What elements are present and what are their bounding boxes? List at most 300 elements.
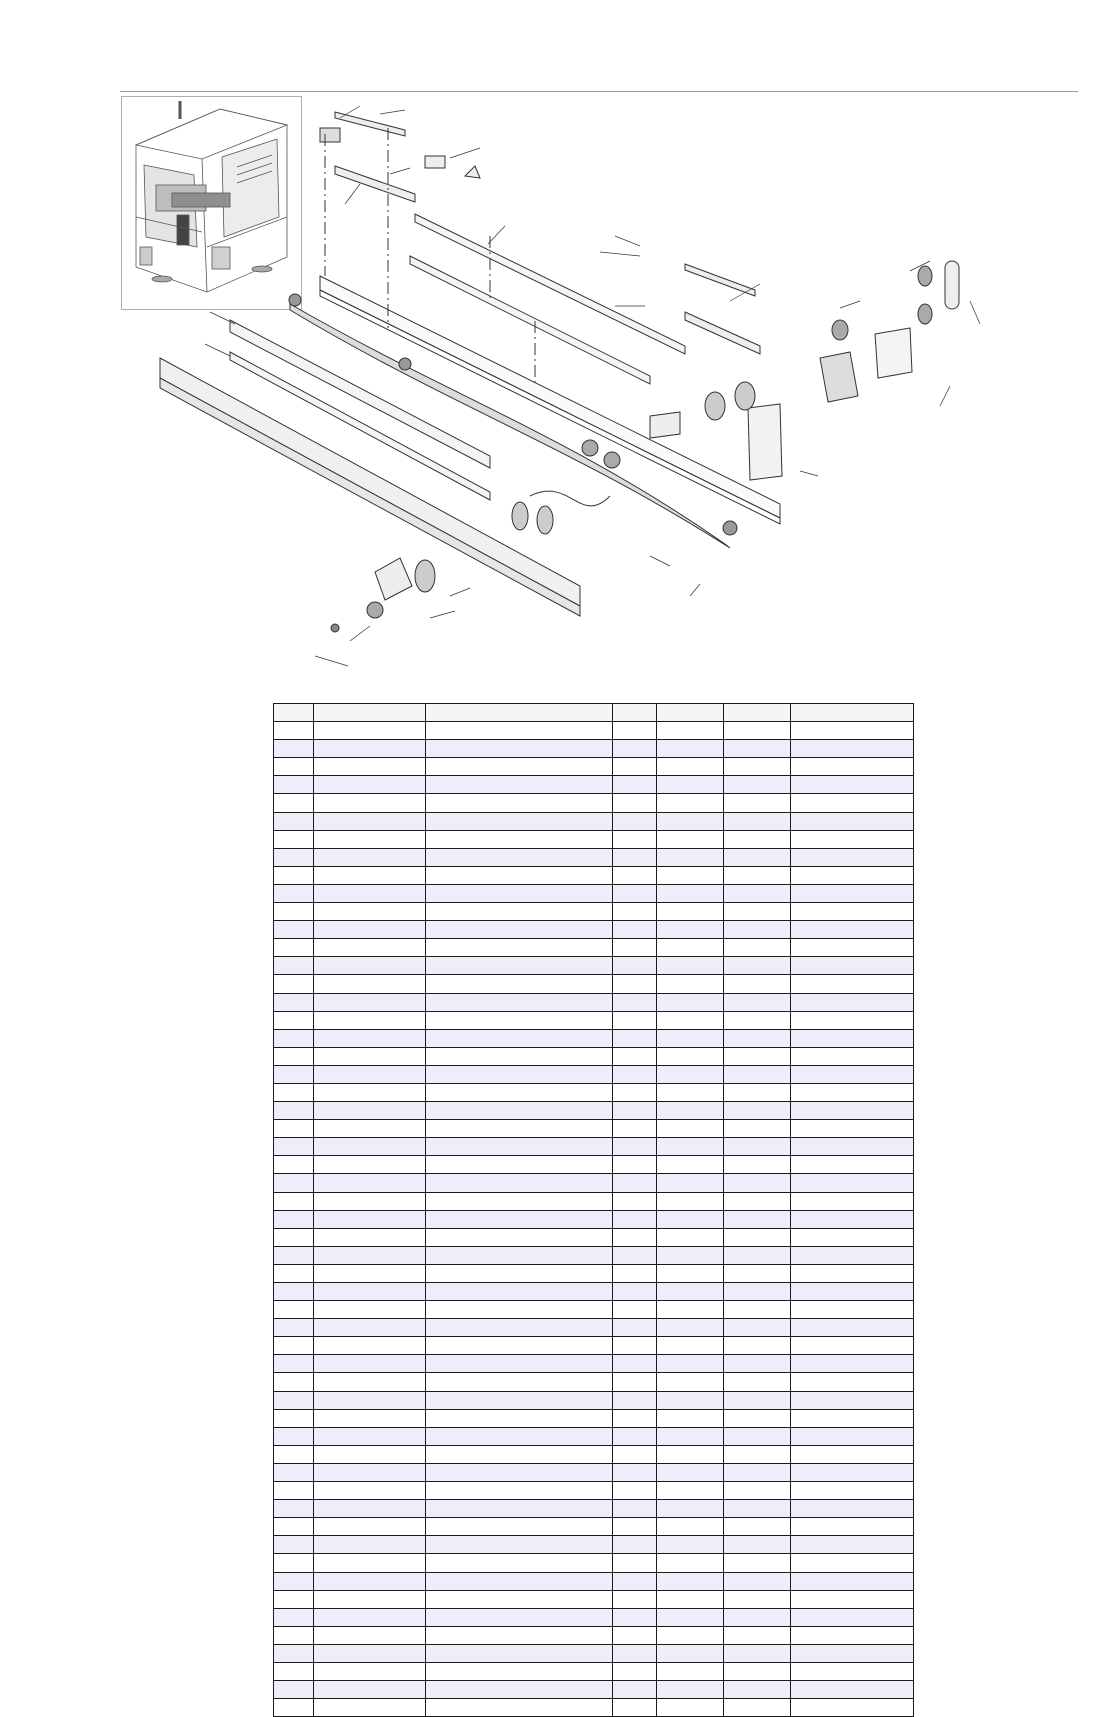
table-cell	[657, 830, 724, 848]
table-cell	[724, 1500, 791, 1518]
table-cell	[613, 1264, 657, 1282]
table-cell	[791, 1174, 914, 1192]
table-cell	[314, 1319, 426, 1337]
table-cell	[791, 1301, 914, 1319]
table-cell	[274, 1138, 314, 1156]
table-cell	[724, 1355, 791, 1373]
table-cell	[657, 1373, 724, 1391]
table-cell	[426, 1337, 613, 1355]
table-cell	[426, 1228, 613, 1246]
table-cell	[274, 957, 314, 975]
table-cell	[791, 1662, 914, 1680]
table-row	[274, 1590, 914, 1608]
table-cell	[314, 1174, 426, 1192]
table-cell	[274, 1518, 314, 1536]
table-cell	[724, 1626, 791, 1644]
table-row	[274, 921, 914, 939]
table-cell	[657, 1662, 724, 1680]
table-cell	[657, 975, 724, 993]
table-cell	[657, 1337, 724, 1355]
table-cell	[724, 1608, 791, 1626]
table-cell	[724, 1337, 791, 1355]
table-cell	[426, 1319, 613, 1337]
table-cell	[657, 1192, 724, 1210]
table-cell	[724, 1047, 791, 1065]
table-cell	[613, 1210, 657, 1228]
table-cell	[613, 1047, 657, 1065]
table-cell	[724, 1572, 791, 1590]
table-cell	[724, 1301, 791, 1319]
table-row	[274, 1391, 914, 1409]
table-row	[274, 1264, 914, 1282]
table-cell	[724, 1246, 791, 1264]
table-row	[274, 1246, 914, 1264]
table-cell	[426, 1047, 613, 1065]
table-cell	[274, 1301, 314, 1319]
table-cell	[657, 1210, 724, 1228]
table-cell	[657, 884, 724, 902]
table-cell	[724, 1482, 791, 1500]
table-cell	[613, 1138, 657, 1156]
table-cell	[724, 1644, 791, 1662]
table-cell	[657, 1518, 724, 1536]
table-cell	[791, 1228, 914, 1246]
table-cell	[657, 1065, 724, 1083]
table-cell	[657, 1156, 724, 1174]
table-cell	[314, 921, 426, 939]
conveyor-assembly-icon	[150, 96, 1090, 686]
table-cell	[426, 1644, 613, 1662]
table-cell	[657, 812, 724, 830]
table-cell	[724, 812, 791, 830]
table-cell	[724, 1699, 791, 1717]
table-cell	[274, 1246, 314, 1264]
table-cell	[314, 1337, 426, 1355]
table-cell	[613, 1554, 657, 1572]
table-cell	[791, 1391, 914, 1409]
table-cell	[791, 1572, 914, 1590]
table-cell	[791, 957, 914, 975]
table-cell	[426, 1011, 613, 1029]
table-cell	[613, 1699, 657, 1717]
table-cell	[791, 740, 914, 758]
table-cell	[274, 1174, 314, 1192]
table-cell	[274, 1554, 314, 1572]
table-cell	[426, 794, 613, 812]
table-row	[274, 1463, 914, 1481]
table-cell	[724, 1102, 791, 1120]
table-cell	[613, 1427, 657, 1445]
table-cell	[724, 903, 791, 921]
table-cell	[274, 776, 314, 794]
table-cell	[613, 1518, 657, 1536]
table-cell	[613, 812, 657, 830]
table-cell	[657, 866, 724, 884]
table-row	[274, 939, 914, 957]
table-cell	[724, 1445, 791, 1463]
table-cell	[613, 1174, 657, 1192]
table-cell	[613, 1463, 657, 1481]
table-cell	[314, 957, 426, 975]
table-cell	[314, 1463, 426, 1481]
table-cell	[613, 903, 657, 921]
table-cell	[791, 1644, 914, 1662]
table-cell	[274, 1083, 314, 1101]
table-cell	[613, 1156, 657, 1174]
table-cell	[426, 1626, 613, 1644]
table-cell	[426, 957, 613, 975]
table-cell	[426, 1264, 613, 1282]
table-row	[274, 957, 914, 975]
table-cell	[274, 1156, 314, 1174]
table-cell	[314, 758, 426, 776]
table-row	[274, 1011, 914, 1029]
table-cell	[791, 1373, 914, 1391]
table-cell	[657, 1029, 724, 1047]
table-row	[274, 1409, 914, 1427]
table-cell	[314, 1644, 426, 1662]
table-cell	[426, 1156, 613, 1174]
table-cell	[274, 993, 314, 1011]
table-cell	[426, 1083, 613, 1101]
table-row	[274, 1500, 914, 1518]
table-cell	[314, 1065, 426, 1083]
table-cell	[426, 722, 613, 740]
table-cell	[426, 1391, 613, 1409]
table-cell	[613, 1500, 657, 1518]
table-cell	[791, 1626, 914, 1644]
column-header	[426, 704, 613, 722]
table-cell	[426, 1138, 613, 1156]
table-row	[274, 1102, 914, 1120]
table-cell	[657, 1681, 724, 1699]
table-cell	[314, 1373, 426, 1391]
table-cell	[724, 1065, 791, 1083]
table-cell	[613, 1319, 657, 1337]
table-row	[274, 866, 914, 884]
table-cell	[426, 1120, 613, 1138]
table-cell	[724, 1083, 791, 1101]
table-cell	[613, 1120, 657, 1138]
table-cell	[426, 1355, 613, 1373]
table-cell	[426, 866, 613, 884]
table-cell	[657, 1083, 724, 1101]
table-cell	[791, 848, 914, 866]
table-cell	[426, 1536, 613, 1554]
table-cell	[657, 1102, 724, 1120]
table-cell	[724, 884, 791, 902]
table-cell	[613, 1373, 657, 1391]
table-cell	[426, 1482, 613, 1500]
table-cell	[724, 1409, 791, 1427]
table-row	[274, 993, 914, 1011]
table-cell	[657, 921, 724, 939]
table-cell	[613, 1626, 657, 1644]
table-cell	[274, 1029, 314, 1047]
table-cell	[657, 1283, 724, 1301]
table-cell	[657, 1246, 724, 1264]
table-row	[274, 1644, 914, 1662]
table-cell	[613, 1065, 657, 1083]
table-row	[274, 848, 914, 866]
table-cell	[791, 1699, 914, 1717]
table-cell	[274, 1644, 314, 1662]
table-row	[274, 903, 914, 921]
table-row	[274, 1174, 914, 1192]
table-cell	[314, 975, 426, 993]
table-cell	[791, 884, 914, 902]
table-cell	[613, 939, 657, 957]
table-cell	[274, 794, 314, 812]
table-cell	[426, 1463, 613, 1481]
table-cell	[791, 1138, 914, 1156]
table-cell	[314, 884, 426, 902]
table-row	[274, 758, 914, 776]
table-cell	[724, 1463, 791, 1481]
table-cell	[724, 1210, 791, 1228]
table-cell	[724, 794, 791, 812]
table-row	[274, 740, 914, 758]
table-cell	[314, 1699, 426, 1717]
table-cell	[724, 1536, 791, 1554]
table-cell	[314, 1482, 426, 1500]
table-cell	[791, 776, 914, 794]
table-cell	[613, 1029, 657, 1047]
table-cell	[613, 1228, 657, 1246]
table-cell	[426, 1210, 613, 1228]
table-cell	[613, 740, 657, 758]
table-cell	[426, 1445, 613, 1463]
table-cell	[791, 1355, 914, 1373]
table-cell	[314, 1427, 426, 1445]
table-cell	[791, 993, 914, 1011]
table-cell	[274, 975, 314, 993]
table-cell	[274, 1210, 314, 1228]
table-cell	[274, 1681, 314, 1699]
table-cell	[314, 903, 426, 921]
table-cell	[426, 1373, 613, 1391]
table-cell	[426, 1029, 613, 1047]
parts-list-body	[274, 722, 914, 1717]
table-cell	[791, 1192, 914, 1210]
table-cell	[426, 921, 613, 939]
table-cell	[426, 740, 613, 758]
table-cell	[314, 1662, 426, 1680]
table-cell	[274, 722, 314, 740]
table-cell	[274, 1373, 314, 1391]
table-cell	[426, 1301, 613, 1319]
table-cell	[426, 1699, 613, 1717]
table-cell	[657, 1047, 724, 1065]
column-header	[314, 704, 426, 722]
table-cell	[274, 758, 314, 776]
table-cell	[657, 939, 724, 957]
table-cell	[426, 1608, 613, 1626]
table-cell	[274, 1662, 314, 1680]
table-cell	[426, 975, 613, 993]
table-cell	[657, 1355, 724, 1373]
table-cell	[791, 1427, 914, 1445]
table-cell	[274, 884, 314, 902]
table-cell	[314, 1246, 426, 1264]
table-cell	[613, 993, 657, 1011]
table-cell	[657, 1138, 724, 1156]
table-cell	[657, 1554, 724, 1572]
table-cell	[274, 1264, 314, 1282]
table-cell	[657, 1536, 724, 1554]
table-cell	[724, 1319, 791, 1337]
table-cell	[791, 812, 914, 830]
table-cell	[791, 1210, 914, 1228]
table-row	[274, 1301, 914, 1319]
table-cell	[613, 1102, 657, 1120]
table-cell	[657, 1626, 724, 1644]
table-row	[274, 1518, 914, 1536]
exploded-view-drawing	[150, 96, 1090, 686]
table-cell	[426, 1065, 613, 1083]
table-cell	[314, 794, 426, 812]
table-cell	[657, 1301, 724, 1319]
table-row	[274, 1482, 914, 1500]
table-cell	[613, 1192, 657, 1210]
table-cell	[791, 1608, 914, 1626]
table-cell	[426, 1174, 613, 1192]
table-cell	[791, 1337, 914, 1355]
table-cell	[724, 722, 791, 740]
column-header	[724, 704, 791, 722]
table-cell	[274, 1500, 314, 1518]
table-row	[274, 1283, 914, 1301]
table-cell	[274, 1699, 314, 1717]
table-cell	[657, 1391, 724, 1409]
table-cell	[426, 903, 613, 921]
table-cell	[657, 1590, 724, 1608]
table-cell	[314, 1500, 426, 1518]
table-cell	[274, 1536, 314, 1554]
table-cell	[613, 1482, 657, 1500]
table-cell	[724, 975, 791, 993]
table-cell	[426, 776, 613, 794]
table-cell	[613, 758, 657, 776]
table-cell	[274, 1337, 314, 1355]
table-cell	[613, 957, 657, 975]
table-cell	[724, 1029, 791, 1047]
table-cell	[791, 866, 914, 884]
table-cell	[314, 1120, 426, 1138]
table-row	[274, 812, 914, 830]
table-cell	[426, 1662, 613, 1680]
table-cell	[274, 1626, 314, 1644]
table-cell	[314, 1554, 426, 1572]
table-row	[274, 776, 914, 794]
table-cell	[657, 1011, 724, 1029]
table-cell	[426, 1102, 613, 1120]
table-row	[274, 1662, 914, 1680]
table-cell	[274, 939, 314, 957]
table-cell	[426, 884, 613, 902]
table-cell	[314, 1536, 426, 1554]
table-cell	[791, 1011, 914, 1029]
table-cell	[724, 993, 791, 1011]
table-cell	[613, 1011, 657, 1029]
table-row	[274, 1699, 914, 1717]
table-cell	[613, 1301, 657, 1319]
table-cell	[613, 884, 657, 902]
table-cell	[613, 722, 657, 740]
table-cell	[613, 1246, 657, 1264]
table-cell	[314, 1590, 426, 1608]
table-cell	[724, 830, 791, 848]
table-cell	[791, 1029, 914, 1047]
table-cell	[724, 1283, 791, 1301]
table-cell	[426, 993, 613, 1011]
table-cell	[657, 1608, 724, 1626]
table-cell	[724, 1156, 791, 1174]
table-cell	[314, 1445, 426, 1463]
table-cell	[791, 1681, 914, 1699]
table-cell	[613, 848, 657, 866]
table-cell	[274, 1572, 314, 1590]
table-cell	[724, 957, 791, 975]
table-cell	[791, 830, 914, 848]
table-cell	[314, 848, 426, 866]
table-row	[274, 1138, 914, 1156]
table-cell	[657, 1482, 724, 1500]
table-cell	[314, 830, 426, 848]
table-cell	[613, 1409, 657, 1427]
table-cell	[426, 1192, 613, 1210]
table-row	[274, 830, 914, 848]
table-cell	[657, 1319, 724, 1337]
table-cell	[791, 758, 914, 776]
table-row	[274, 1192, 914, 1210]
table-cell	[724, 848, 791, 866]
table-row	[274, 794, 914, 812]
table-row	[274, 1156, 914, 1174]
table-cell	[426, 758, 613, 776]
table-cell	[613, 1644, 657, 1662]
table-cell	[314, 1283, 426, 1301]
table-cell	[274, 866, 314, 884]
table-cell	[613, 975, 657, 993]
table-cell	[613, 1572, 657, 1590]
table-cell	[314, 1264, 426, 1282]
parts-list-table	[273, 703, 914, 1717]
table-row	[274, 1228, 914, 1246]
table-cell	[724, 740, 791, 758]
table-cell	[657, 1427, 724, 1445]
table-cell	[426, 1518, 613, 1536]
table-cell	[791, 1065, 914, 1083]
table-cell	[274, 1192, 314, 1210]
column-header	[791, 704, 914, 722]
table-cell	[657, 776, 724, 794]
table-row	[274, 1355, 914, 1373]
table-cell	[426, 1283, 613, 1301]
table-cell	[314, 722, 426, 740]
table-cell	[274, 1427, 314, 1445]
column-header	[613, 704, 657, 722]
table-row	[274, 1445, 914, 1463]
header-rule	[120, 91, 1078, 92]
table-cell	[274, 830, 314, 848]
table-cell	[791, 1264, 914, 1282]
table-cell	[657, 1699, 724, 1717]
table-row	[274, 1681, 914, 1699]
table-cell	[314, 1138, 426, 1156]
table-cell	[724, 1228, 791, 1246]
table-cell	[314, 1083, 426, 1101]
